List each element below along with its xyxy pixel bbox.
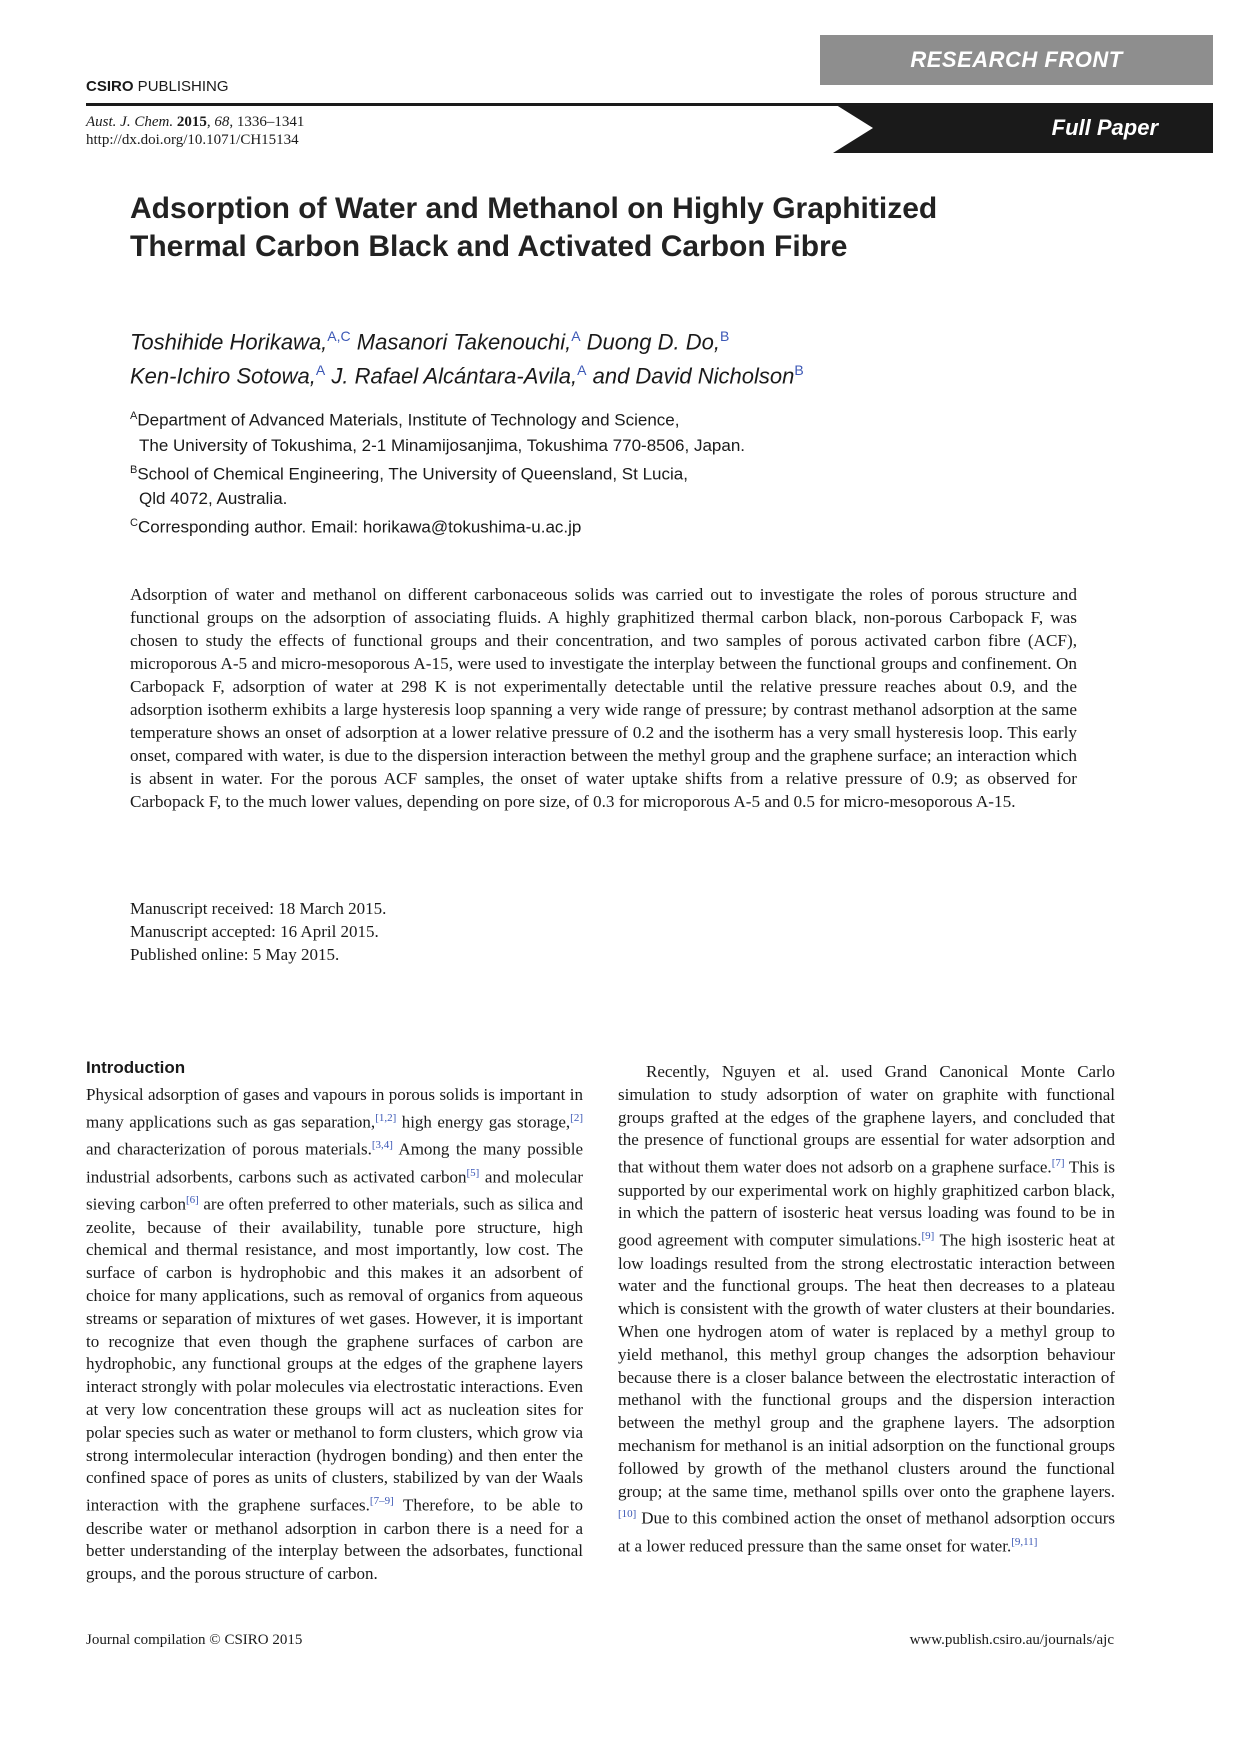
citation-ref[interactable]: [3,4] bbox=[371, 1139, 393, 1152]
affil-text: Qld 4072, Australia. bbox=[139, 489, 288, 509]
affil-text: School of Chemical Engineering, The University of Queensland, St Lucia, bbox=[137, 464, 688, 484]
manuscript-dates bbox=[130, 897, 386, 966]
author-affil-sup: A bbox=[315, 362, 326, 379]
affil-text: The University of Tokushima, 2-1 Minamijosanjima, Tokushima 770-8506, Japan. bbox=[139, 435, 745, 455]
text-run: The high isosteric heat at low loadings resulted from the strong electrostatic interaction between water and the functional groups. The heat then decreases to a plateau which is consistent with the growth of water clusters at their boundaries. When one hydrogen atom of water is replaced by a methyl group to yield methanol, this methyl group changes the adsorption behaviour because there is a closer balance between the electrostatic interaction of methanol with the functional groups and the dispersion interaction between the methyl group and the graphene layers. The adsorption mechanism for methanol is an initial adsorption on the functional groups followed by growth of the methanol clusters around the functional group; at the same time, methanol spills over onto the graphene layers. bbox=[618, 1230, 1115, 1501]
citation-ref[interactable]: [6] bbox=[185, 1194, 199, 1207]
abstract: Adsorption of water and methanol on different carbonaceous solids was carried out to investigate the roles of porous structure and functional groups on the adsorption of associating fluids. A highly graphitized thermal carbon black, non-porous Carbopack F, was chosen to study the effects of functional groups and their concentration, and two samples of porous activated carbon fibre (ACF), microporous A-5 and micro-mesoporous A-15, were used to investigate the interplay between the functional groups and confinement. On Carbopack F, adsorption of water at 298 K is not experimentally detectable until the relative pressure reaches about 0.9, and the adsorption isotherm exhibits a large hysteresis loop spanning a very wide range of pressure; by contrast methanol adsorption at the same temperature shows an onset of adsorption at a lower relative pressure of 0.2 and the isotherm has a very small hysteresis loop. This early onset, compared with water, is due to the dispersion interaction between the methyl group and the graphene surface; an interaction which is absent in water. For the porous ACF samples, the onset of water uptake shifts from a relative pressure of 0.9; as observed for Carbopack F, to the much lower values, depending on pore size, of 0.3 for microporous A-5 and 0.5 for micro-mesoporous A-15. bbox=[130, 585, 1077, 811]
text-run: and molecular sieving carbon bbox=[86, 1167, 583, 1214]
author-name: Duong D. Do, bbox=[586, 329, 720, 355]
footer-journal-url[interactable]: www.publish.csiro.au/journals/ajc bbox=[909, 1632, 1114, 1648]
text-run: Recently, Nguyen et al. used Grand Canonical Monte Carlo simulation to study adsorption of water on graphite with functional groups grafted at the edges of the graphene layers, and concluded that the presence of functional groups are essential for water adsorption and that without them water does not adsorb on a graphene surface. bbox=[618, 1062, 1115, 1177]
citation-ref[interactable]: [2] bbox=[570, 1111, 583, 1124]
paragraph bbox=[86, 1084, 583, 1586]
affil-marker: B bbox=[130, 463, 138, 476]
section-heading-introduction: Introduction bbox=[86, 1058, 186, 1077]
title-line-1: Adsorption of Water and Methanol on Highly Graphitized bbox=[130, 192, 938, 225]
title-line-2: Thermal Carbon Black and Activated Carbon Fibre bbox=[130, 230, 848, 263]
author-list bbox=[130, 322, 1030, 391]
author-name: and David Nicholson bbox=[592, 363, 795, 389]
text-run: This is supported by our experimental work on highly graphitized carbon black, in which the pattern of isosteric heat versus loading was found to be in good agreement with computer simulations. bbox=[618, 1157, 1115, 1250]
author-affil-sup: A,C bbox=[327, 328, 351, 344]
affil-marker: A bbox=[130, 410, 138, 422]
author-name: Ken-Ichiro Sotowa, bbox=[130, 363, 316, 389]
doi-link[interactable]: http://dx.doi.org/10.1071/CH15134 bbox=[86, 132, 299, 148]
pages: 1336–1341 bbox=[236, 114, 305, 130]
text-run: and characterization of porous materials. bbox=[86, 1139, 372, 1159]
text-run: are often preferred to other materials, such as silica and zeolite, because of their availability, tunable pore structure, high chemical and thermal resistance, and most importantly, low cost. The surface of carbon is hydrophobic and this makes it an adsorbent of choice for many applications, such as removal of organics from aqueous streams or separation of mixtures of wet gases. However, it is important to recognize that even though the graphene surfaces of carbon are hydrophobic, any functional groups at the edges of the graphene layers interact strongly with polar molecules via electrostatic interactions. Even at very low concentration these groups will act as nucleation sites for polar species such as water or methanol to form clusters, which grow via strong intermolecular interaction (hydrogen bonding) and then enter the confined space of pores as units of clusters, stabilized by van der Waals interaction with the graphene surfaces. bbox=[86, 1194, 584, 1515]
text-run: high energy gas storage, bbox=[396, 1112, 571, 1132]
date-accepted: Manuscript accepted: 16 April 2015. bbox=[130, 922, 379, 941]
affil-text: Department of Advanced Materials, Institute of Technology and Science, bbox=[137, 410, 680, 430]
year: 2015 bbox=[176, 114, 207, 130]
citation-ref[interactable]: [9] bbox=[921, 1230, 935, 1243]
body-column-right bbox=[618, 1061, 1115, 1558]
publisher-bold: CSIRO bbox=[86, 78, 134, 95]
text-run: Physical adsorption of gases and vapours in porous solids is important in many applications such as gas separation, bbox=[86, 1085, 583, 1132]
header-rule bbox=[86, 103, 846, 106]
author-affil-sup: B bbox=[719, 328, 730, 344]
author-affil-sup: A bbox=[571, 328, 581, 344]
author-name: J. Rafael Alcántara-Avila, bbox=[331, 363, 578, 389]
paragraph bbox=[618, 1061, 1115, 1558]
author-name: Masanori Takenouchi, bbox=[356, 329, 572, 355]
full-paper-label: Full Paper bbox=[1051, 115, 1158, 140]
text-run: Due to this combined action the onset of methanol adsorption occurs at a lower reduced pressure than the same onset for water. bbox=[618, 1509, 1115, 1556]
volume: 68 bbox=[214, 114, 230, 130]
text-run: Therefore, to be able to describe water or methanol adsorption in carbon there is a need for a better understanding of the interplay between the adsorbates, functional groups, and the porous structure of carbon. bbox=[86, 1495, 583, 1584]
citation-ref[interactable]: [7–9] bbox=[369, 1495, 394, 1508]
research-front-banner: RESEARCH FRONT bbox=[820, 35, 1213, 85]
corresponding-author bbox=[130, 511, 1030, 540]
author-name: Toshihide Horikawa, bbox=[130, 329, 328, 355]
full-paper-banner bbox=[833, 103, 1213, 153]
journal-abbr: Aust. J. Chem. bbox=[86, 114, 174, 130]
date-received: Manuscript received: 18 March 2015. bbox=[130, 899, 387, 918]
citation-ref[interactable]: [7] bbox=[1051, 1157, 1065, 1170]
paper-title bbox=[130, 190, 1030, 266]
citation-ref[interactable]: [5] bbox=[466, 1166, 480, 1179]
date-published: Published online: 5 May 2015. bbox=[130, 945, 340, 964]
citation: Aust. J. Chem. 2015, 68, 1336–1341 http://dx.doi.org/10.1071/CH15134 bbox=[86, 114, 305, 148]
affiliation-a bbox=[130, 404, 1030, 433]
affiliations bbox=[130, 404, 1030, 540]
affil-text: Corresponding author. Email: horikawa@tokushima-u.ac.jp bbox=[137, 517, 582, 537]
publisher-rest: PUBLISHING bbox=[133, 78, 229, 95]
affiliation-b bbox=[130, 458, 1030, 487]
citation-ref[interactable]: [10] bbox=[618, 1508, 637, 1521]
affil-marker: C bbox=[130, 517, 138, 530]
author-affil-sup: B bbox=[794, 362, 804, 379]
publisher-name bbox=[86, 78, 229, 95]
citation-ref[interactable]: [9,11] bbox=[1011, 1535, 1038, 1548]
text-run: Among the many possible industrial adsorbents, carbons such as activated carbon bbox=[86, 1139, 584, 1187]
footer-copyright: Journal compilation © CSIRO 2015 bbox=[86, 1632, 303, 1648]
body-column-left bbox=[86, 1084, 583, 1586]
author-affil-sup: A bbox=[577, 362, 587, 379]
citation-ref[interactable]: [1,2] bbox=[375, 1111, 397, 1124]
